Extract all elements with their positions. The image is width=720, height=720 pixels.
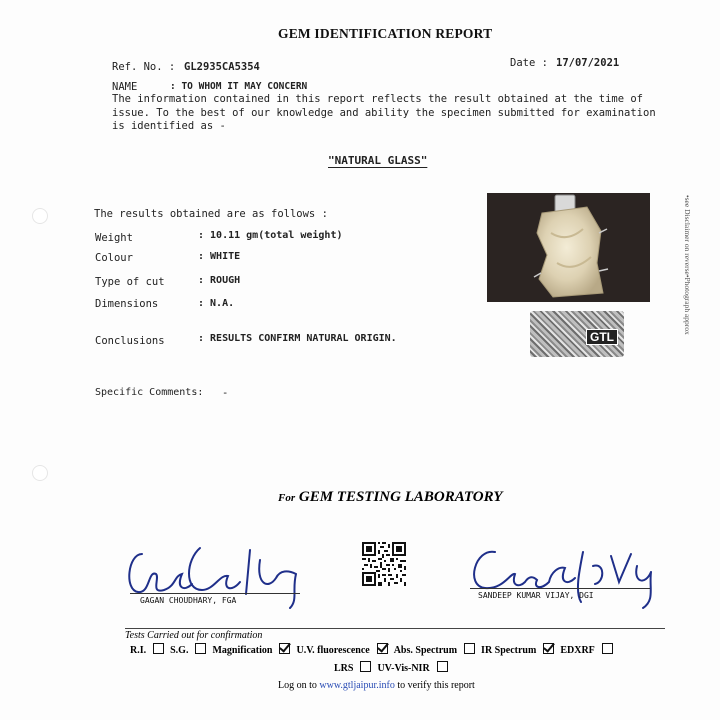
tests-heading: Tests Carried out for confirmation	[125, 630, 263, 641]
lab-signature-heading	[278, 489, 503, 506]
tests-divider	[125, 628, 665, 629]
ref-label: Ref. No. :	[112, 61, 176, 73]
test-checkbox-uv-vis-nir[interactable]	[437, 661, 448, 672]
colour-value: : WHITE	[198, 251, 241, 262]
punch-hole	[32, 465, 48, 481]
dimensions-value: : N.A.	[198, 298, 235, 309]
comments-value: -	[222, 387, 229, 399]
test-checkbox-magnification[interactable]	[279, 643, 290, 654]
name-label: NAME	[112, 81, 138, 93]
test-label-u-v-fluorescence: U.V. fluorescence	[296, 645, 370, 656]
weight-label: Weight	[95, 232, 133, 244]
report-title: GEM IDENTIFICATION REPORT	[278, 26, 493, 41]
test-label-r-i: R.I.	[130, 645, 147, 656]
conclusions-value: : RESULTS CONFIRM NATURAL ORIGIN.	[198, 333, 397, 344]
date-value: 17/07/2021	[556, 57, 620, 69]
specimen-image	[487, 193, 650, 302]
verify-url-link[interactable]: www.gtljaipur.info	[319, 680, 395, 691]
specimen-photo	[487, 193, 650, 302]
test-checkbox-lrs[interactable]	[360, 661, 371, 672]
test-checkbox-u-v-fluorescence[interactable]	[377, 643, 388, 654]
tests-row-primary	[130, 643, 619, 656]
verification-qr-code	[362, 542, 406, 586]
hologram-logo: GTL	[586, 329, 618, 345]
test-label-abs-spectrum: Abs. Spectrum	[393, 645, 458, 656]
colour-label: Colour	[95, 252, 133, 264]
verify-prefix: Log on to	[278, 680, 317, 691]
name-value: : TO WHOM IT MAY CONCERN	[170, 81, 308, 92]
tests-row-secondary	[334, 661, 454, 674]
identification-result: "NATURAL GLASS"	[328, 154, 428, 167]
punch-hole	[32, 208, 48, 224]
signature-line-left	[130, 593, 300, 594]
security-hologram	[530, 311, 624, 357]
for-label: For	[278, 492, 296, 504]
date-label: Date :	[510, 57, 548, 69]
signature-right	[455, 542, 665, 612]
test-checkbox-ir-spectrum[interactable]	[543, 643, 554, 654]
test-checkbox-edxrf[interactable]	[602, 643, 613, 654]
signatory-right-name: SANDEEP KUMAR VIJAY, DGI	[478, 591, 594, 600]
results-intro: The results obtained are as follows :	[94, 208, 328, 220]
test-label-uv-vis-nir: UV-Vis-NIR	[377, 663, 430, 674]
test-label-lrs: LRS	[334, 663, 354, 674]
signatory-left-name: GAGAN CHOUDHARY, FGA	[140, 596, 237, 605]
photo-disclaimer: •see Disclaimer on reverse•Photograph approx	[683, 195, 692, 335]
verify-suffix: to verify this report	[397, 680, 475, 691]
test-checkbox-abs-spectrum[interactable]	[464, 643, 475, 654]
test-checkbox-r-i[interactable]	[153, 643, 164, 654]
dimensions-label: Dimensions	[95, 298, 159, 310]
test-label-edxrf: EDXRF	[560, 645, 595, 656]
comments-label: Specific Comments:	[95, 387, 204, 398]
ref-value: GL2935CA5354	[184, 61, 260, 73]
test-checkbox-s-g[interactable]	[195, 643, 206, 654]
test-label-magnification: Magnification	[212, 645, 273, 656]
test-label-s-g: S.G.	[170, 645, 189, 656]
verify-line	[278, 680, 475, 691]
lab-name: GEM TESTING LABORATORY	[298, 489, 503, 505]
signature-line-right	[470, 588, 650, 589]
conclusions-label: Conclusions	[95, 335, 165, 347]
cut-label: Type of cut	[95, 276, 165, 288]
weight-value: : 10.11 gm(total weight)	[198, 230, 343, 241]
test-label-ir-spectrum: IR Spectrum	[481, 645, 537, 656]
intro-paragraph: The information contained in this report reflects the result obtained at the time of issue. To the best of our knowledge and ability the specimen submitted for examination is identified as -	[112, 93, 656, 132]
cut-value: : ROUGH	[198, 275, 241, 286]
